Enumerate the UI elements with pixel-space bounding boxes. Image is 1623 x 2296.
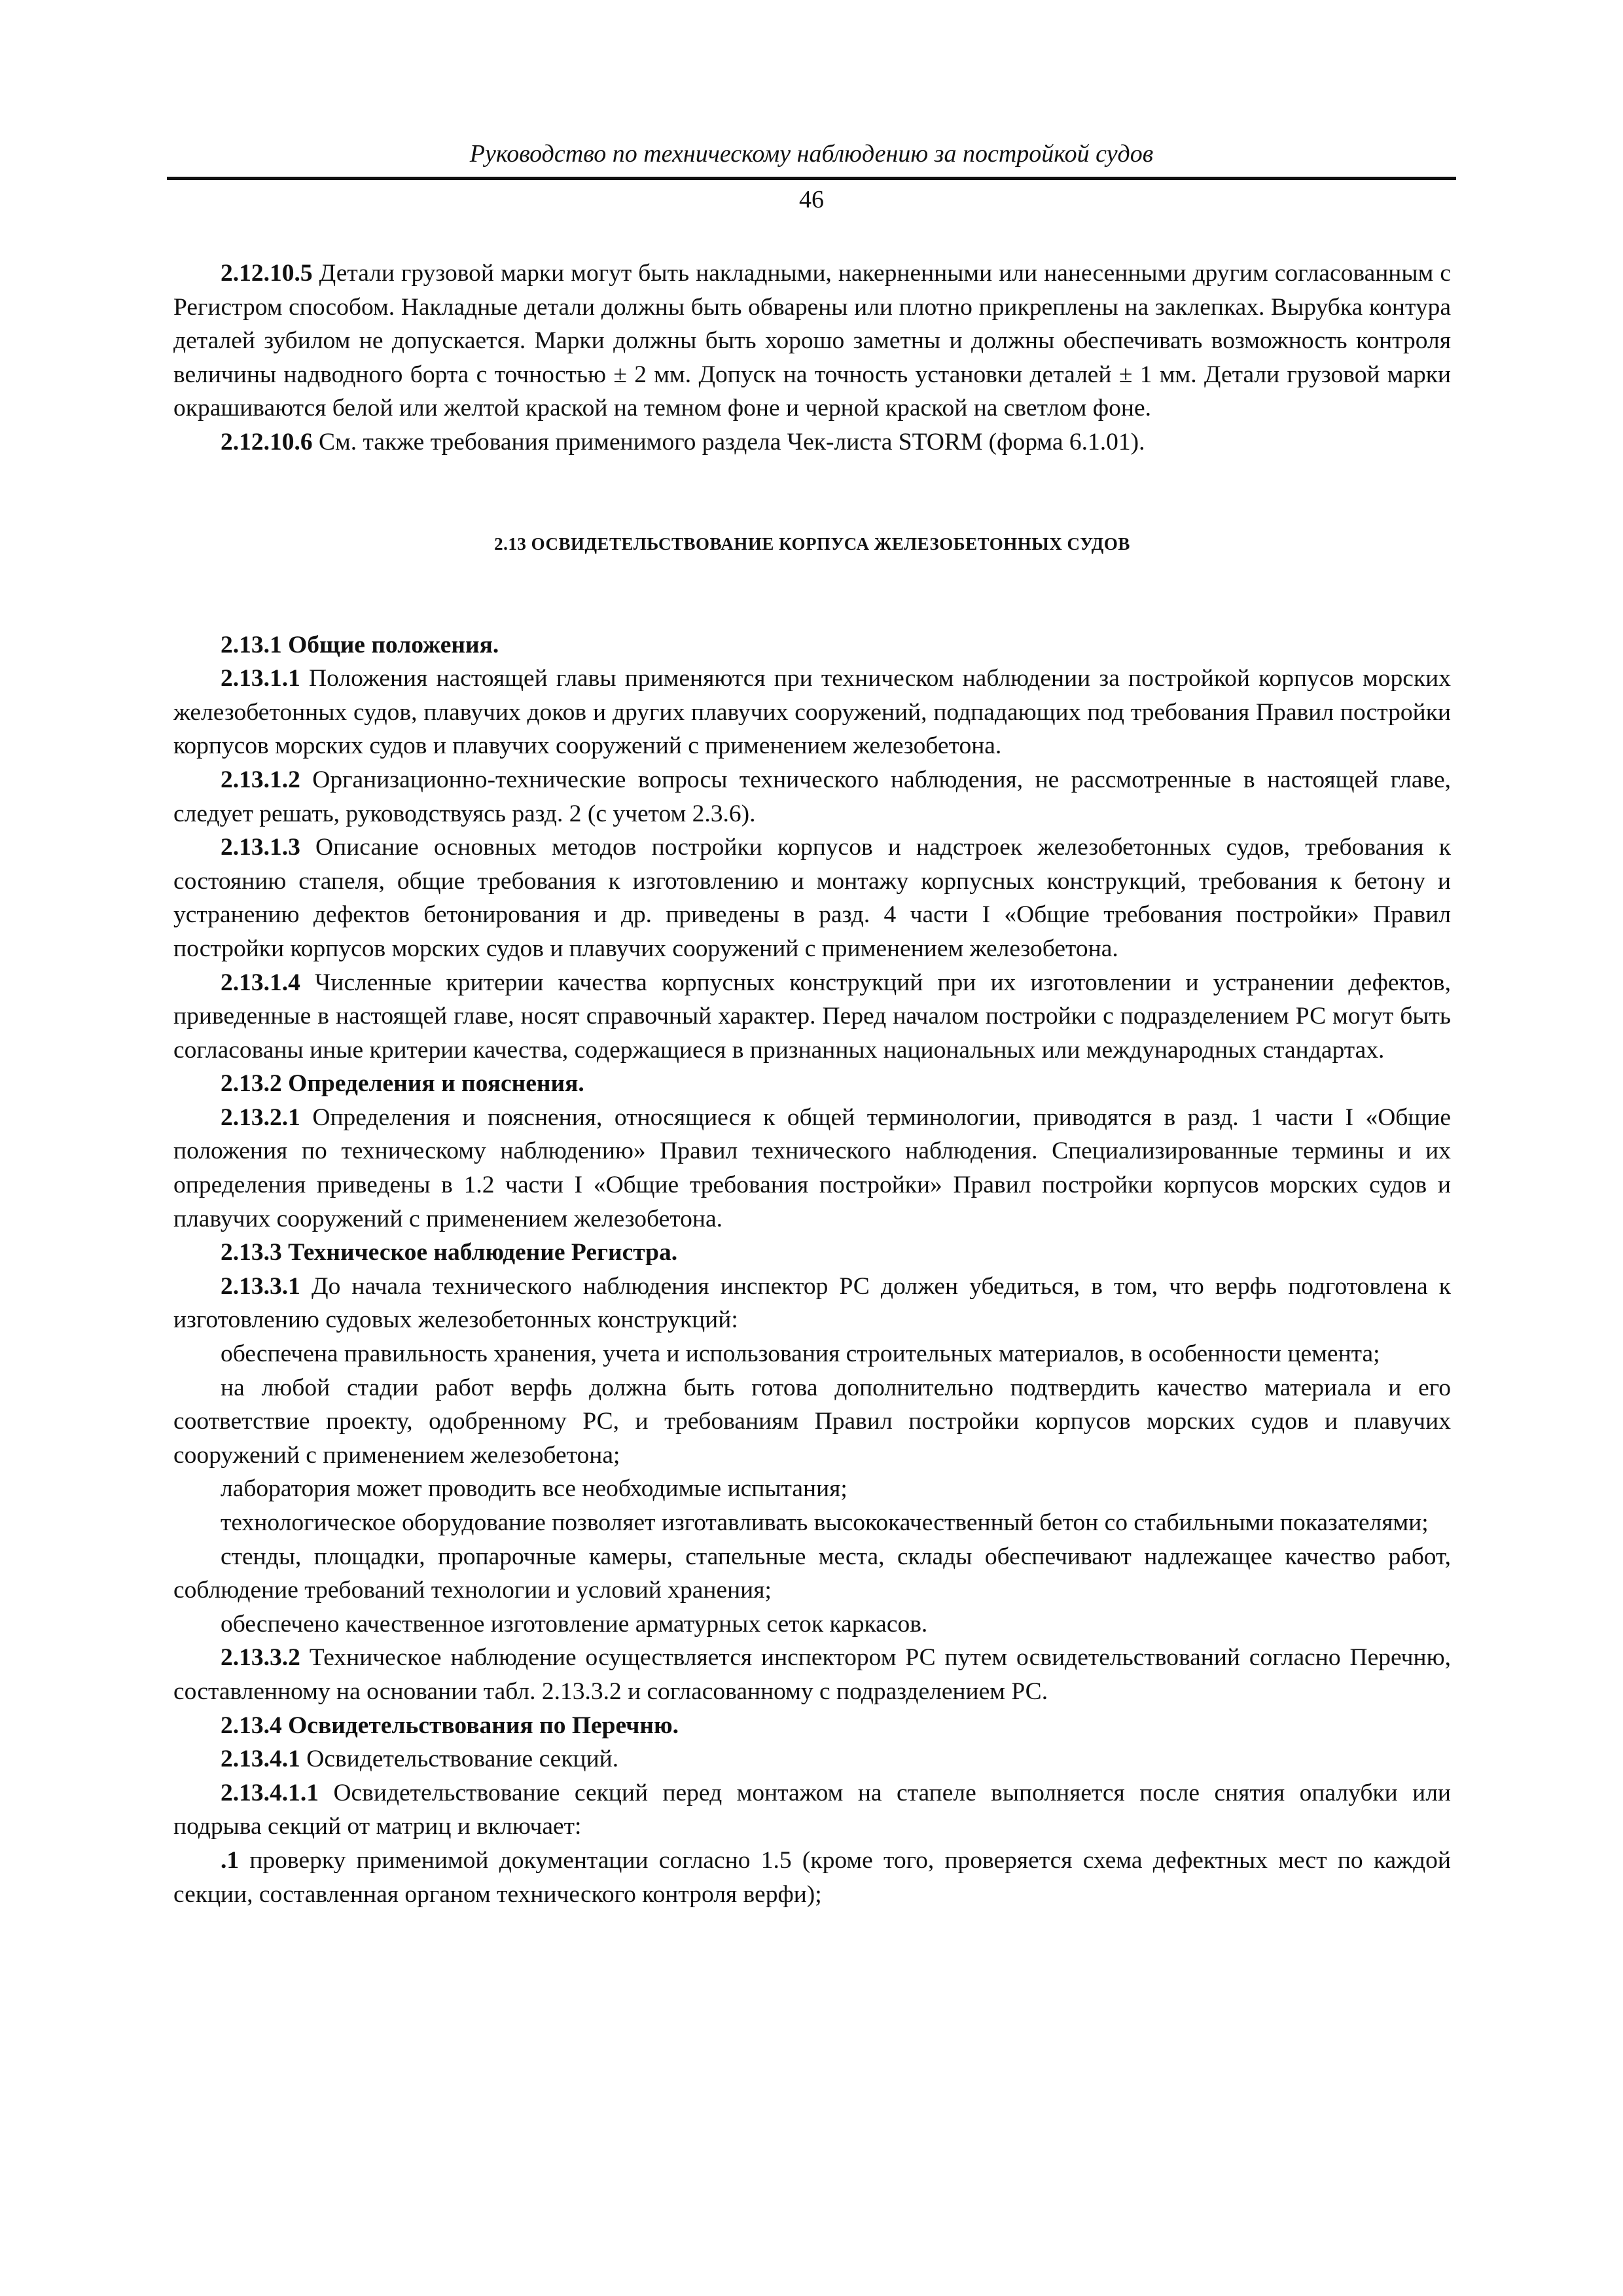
paragraph-text: обеспечено качественное изготовление арматурных сеток каркасов.	[221, 1610, 928, 1638]
page-number: 46	[799, 186, 824, 213]
paragraph-number: 2.13.1.2	[221, 766, 300, 793]
paragraph-number: 2.13.1 Общие положения.	[221, 631, 499, 658]
paragraph	[173, 257, 1451, 425]
paragraph-number: 2.13.1.3	[221, 834, 300, 861]
paragraph-number: 2.13.4.1	[221, 1746, 300, 1773]
paragraph-number: 2.13.4.1.1	[221, 1779, 319, 1806]
list-item	[173, 1371, 1451, 1473]
paragraph-text: См. также требования применимого раздела Чек-листа STORM (форма 6.1.01).	[312, 428, 1145, 456]
subsection-heading	[173, 1709, 1451, 1743]
paragraph-number: 2.13.3.2	[221, 1644, 300, 1672]
paragraph-text: До начала технического наблюдения инспектор РС должен убедиться, в том, что верфь подготовлена к изготовлению судовых железобетонных конструкций:	[173, 1272, 1451, 1334]
paragraph-text: Описание основных методов постройки корпусов и надстроек железобетонных судов, требования к состоянию стапеля, общие требования к изготовлению и монтажу корпусных конструкций, требования к бетону и устранению дефектов бетонирования и др. приведены в разд. 4 части I «Общие требования постройки» Правил постройки корпусов морских судов и плавучих сооружений с применением железобетона.	[173, 834, 1451, 962]
paragraph-number: 2.13.3 Техническое наблюдение Регистра.	[221, 1239, 678, 1266]
paragraph	[173, 1270, 1451, 1337]
paragraph-text: на любой стадии работ верфь должна быть готова дополнительно подтвердить качество материала и его соответствие проекту, одобренному РС, и требованиям Правил постройки корпусов морских судов и плавучих сооружений с применением железобетона;	[173, 1374, 1451, 1469]
list-item	[173, 1506, 1451, 1540]
paragraph-number: 2.13.2 Определения и пояснения.	[221, 1070, 584, 1098]
paragraph	[173, 662, 1451, 763]
paragraph-text: Освидетельствование секций.	[300, 1746, 619, 1773]
running-title: Руководство по техническому наблюдению за постройкой судов	[469, 140, 1154, 168]
spacer	[173, 561, 1451, 628]
section-title: 2.13 ОСВИДЕТЕЛЬСТВОВАНИЕ КОРПУСА ЖЕЛЕЗОБЕТОННЫХ СУДОВ	[494, 533, 1130, 554]
spacer	[173, 459, 1451, 527]
paragraph-text: обеспечена правильность хранения, учета и использования строительных материалов, в особенности цемента;	[221, 1340, 1380, 1368]
list-item	[173, 1540, 1451, 1607]
paragraph-text: лаборатория может проводить все необходимые испытания;	[221, 1475, 847, 1503]
paragraph-text: Техническое наблюдение осуществляется инспектором РС путем освидетельствований согласно Перечню, составленному на основании табл. 2.13.3.2 и согласованному с подразделением РС.	[173, 1644, 1451, 1705]
body-text	[173, 257, 1451, 1911]
paragraph	[173, 966, 1451, 1067]
paragraph-number: 2.13.3.1	[221, 1272, 300, 1300]
paragraph-text: Положения настоящей главы применяются при техническом наблюдении за постройкой корпусов морских железобетонных судов, плавучих доков и других плавучих сооружений, подпадающих под требования Правил постройки корпусов морских судов и плавучих сооружений с применением железобетона.	[173, 665, 1451, 760]
paragraph	[173, 1101, 1451, 1236]
subsection-heading	[173, 1236, 1451, 1270]
paragraph-text: проверку применимой документации согласно 1.5 (кроме того, проверяется схема дефектных мест по каждой секции, составленная органом технического контроля верфи);	[173, 1846, 1451, 1908]
paragraph-number: 2.12.10.6	[221, 428, 313, 456]
paragraph	[173, 831, 1451, 965]
header-rule	[167, 177, 1456, 180]
paragraph-text: Детали грузовой марки могут быть накладными, накерненными или нанесенными другим согласованным с Регистром способом. Накладные детали должны быть обварены или плотно прикреплены на заклепках. Вырубка контура деталей зубилом не допускается. Марки должны быть хорошо заметны и должны обеспечивать возможность контроля величины надводного борта с точностью ± 2 мм. Допуск на точность установки деталей ± 1 мм. Детали грузовой марки окрашиваются белой или желтой краской на темном фоне и черной краской на светлом фоне.	[173, 260, 1451, 422]
list-item	[173, 1472, 1451, 1506]
paragraph-text: технологическое оборудование позволяет изготавливать высококачественный бетон со стабильными показателями;	[221, 1509, 1429, 1536]
subsection-heading	[173, 1067, 1451, 1101]
paragraph-number: 2.13.4 Освидетельствования по Перечню.	[221, 1712, 679, 1739]
paragraph-number: 2.13.2.1	[221, 1103, 300, 1131]
paragraph	[173, 425, 1451, 459]
paragraph-number: 2.12.10.5	[221, 260, 313, 287]
paragraph-text: стенды, площадки, пропарочные камеры, стапельные места, склады обеспечивают надлежащее качество работ, соблюдение требований технологии и условий хранения;	[173, 1543, 1451, 1604]
paragraph-number: 2.13.1.1	[221, 665, 300, 692]
paragraph-text: Освидетельствование секций перед монтажом на стапеле выполняется после снятия опалубки или подрыва секций от матриц и включает:	[173, 1779, 1451, 1840]
paragraph-number: 2.13.1.4	[221, 969, 300, 996]
paragraph-number: .1	[221, 1846, 240, 1874]
paragraph-text: Численные критерии качества корпусных конструкций при их изготовлении и устранении дефектов, приведенные в настоящей главе, носят справочный характер. Перед началом постройки с подразделением РС могут быть согласованы иные критерии качества, содержащиеся в признанных национальных или международных стандартах.	[173, 969, 1451, 1064]
paragraph	[173, 1776, 1451, 1844]
paragraph	[173, 1844, 1451, 1911]
paragraph	[173, 1742, 1451, 1776]
paragraph	[173, 1641, 1451, 1708]
list-item	[173, 1607, 1451, 1641]
paragraph-text: Организационно-технические вопросы технического наблюдения, не рассмотренные в настоящей главе, следует решать, руководствуясь разд. 2 (с учетом 2.3.6).	[173, 766, 1451, 827]
paragraph-text: Определения и пояснения, относящиеся к общей терминологии, приводятся в разд. 1 части I «Общие положения по техническому наблюдению» Правил технического наблюдения. Специализированные термины и их определения приведены в 1.2 части I «Общие требования постройки» Правил постройки корпусов морских судов и плавучих сооружений с применением железобетона.	[173, 1103, 1451, 1232]
paragraph	[173, 763, 1451, 831]
list-item	[173, 1337, 1451, 1371]
subsection-heading	[173, 628, 1451, 662]
